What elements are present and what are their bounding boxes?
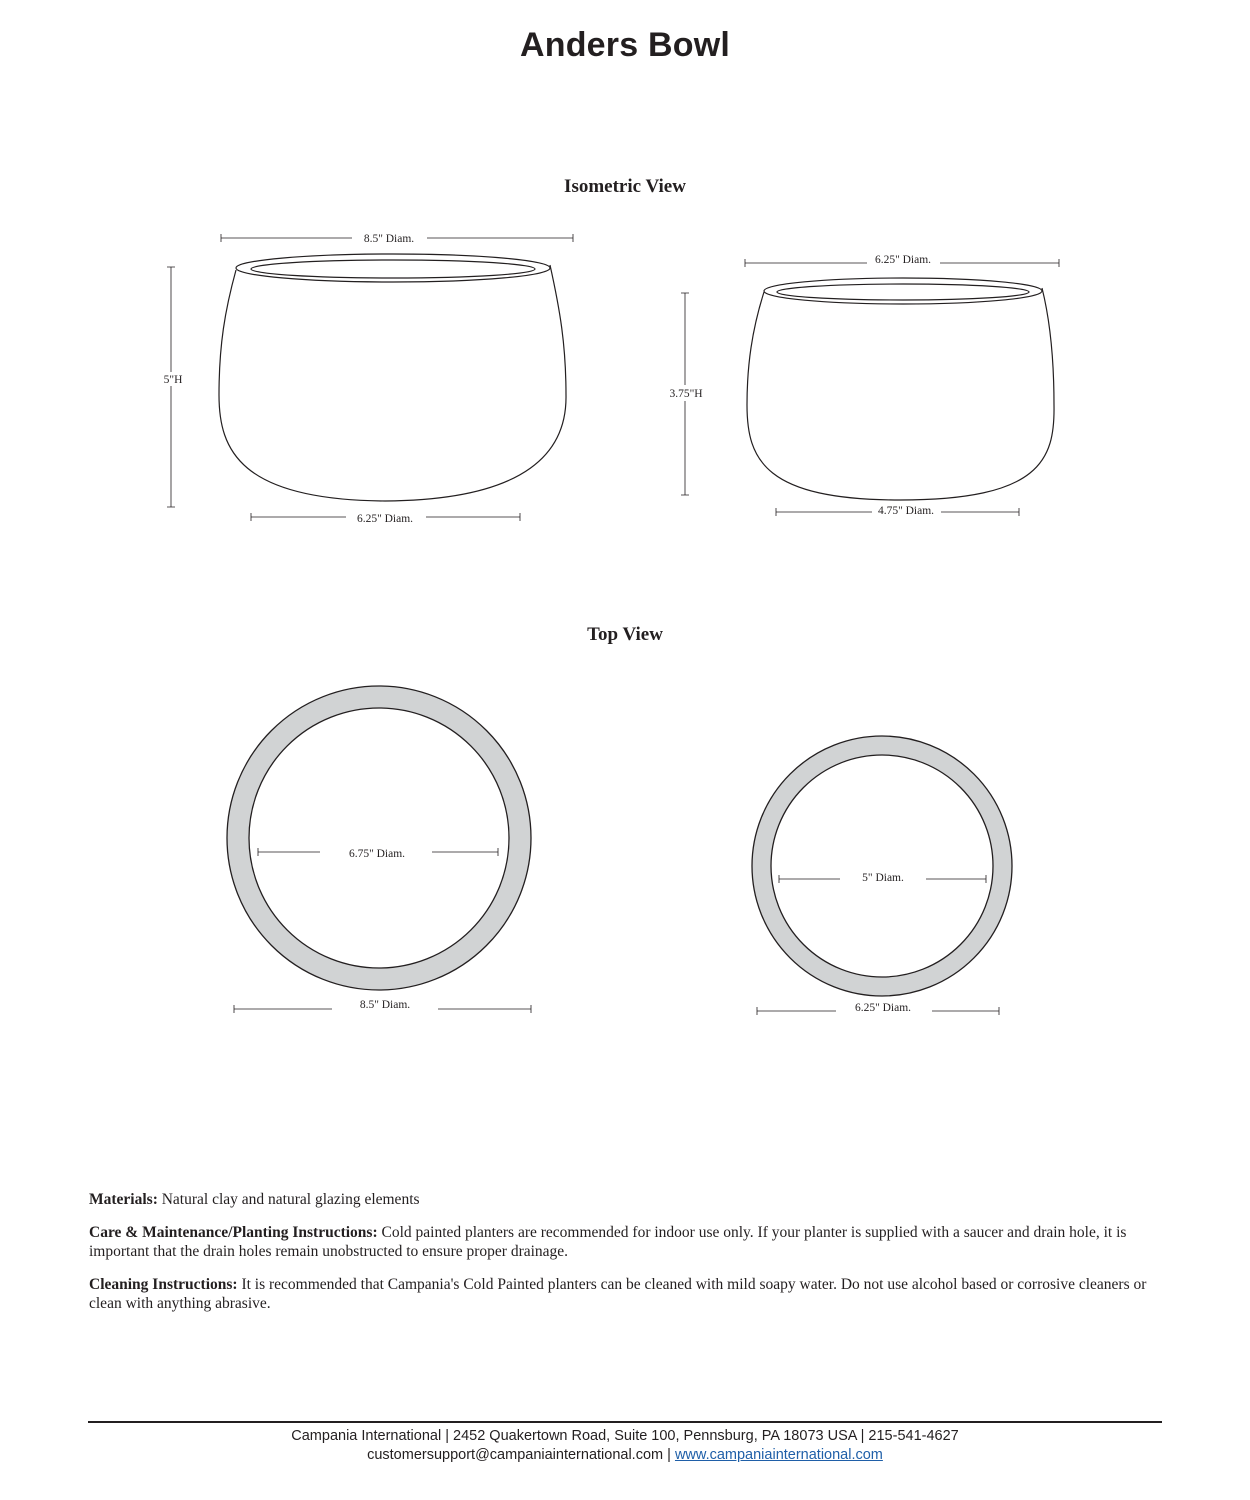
cleaning-note xyxy=(89,1275,1164,1313)
footer-email[interactable]: customersupport@campaniainternational.com xyxy=(367,1447,664,1463)
large-top-inner-diam-label: 6.75" Diam. xyxy=(348,848,406,860)
cleaning-text: It is recommended that Campania's Cold Painted planters can be cleaned with mild soapy water. Do not use alcohol based or corrosive cleaners or clean with anything abrasive. xyxy=(89,1276,1147,1312)
care-text: Cold painted planters are recommended for indoor use only. If your planter is supplied with a saucer and drain hole, it is important that the drain holes remain unobstructed to ensure proper drainage. xyxy=(89,1224,1127,1260)
large-iso-height-label: 5"H xyxy=(163,374,183,386)
cleaning-label: Cleaning Instructions: xyxy=(89,1276,238,1293)
small-bowl-isometric xyxy=(747,278,1054,500)
product-notes xyxy=(89,1190,1164,1327)
large-top-outer-diam-label: 8.5" Diam. xyxy=(359,999,411,1011)
materials-note xyxy=(89,1190,1164,1209)
care-note xyxy=(89,1223,1164,1261)
small-bowl-body xyxy=(747,288,1054,500)
materials-label: Materials: xyxy=(89,1191,158,1208)
small-top-inner-diam-label: 5" Diam. xyxy=(862,872,904,884)
top-view-heading: Top View xyxy=(587,624,663,645)
footer-divider xyxy=(88,1421,1162,1423)
large-top-inner-ring xyxy=(249,708,509,968)
footer-contact xyxy=(0,1446,1250,1465)
footer-address: Campania International | 2452 Quakertown Road, Suite 100, Pennsburg, PA 18073 USA | 215-541-4627 xyxy=(291,1428,959,1444)
large-bowl-isometric xyxy=(219,254,566,501)
small-top-inner-ring xyxy=(771,755,993,977)
care-label: Care & Maintenance/Planting Instructions: xyxy=(89,1224,378,1241)
isometric-view-heading: Isometric View xyxy=(564,176,686,197)
large-iso-base-diam-label: 6.25" Diam. xyxy=(356,513,414,525)
footer-separator: | xyxy=(667,1447,671,1463)
large-iso-top-diam-label: 8.5" Diam. xyxy=(363,233,415,245)
small-top-outer-diam-label: 6.25" Diam. xyxy=(854,1002,912,1014)
small-iso-height-label: 3.75"H xyxy=(669,388,703,400)
dim-line-large-height xyxy=(167,267,175,507)
large-bowl-body xyxy=(219,265,566,501)
small-bowl-rim-inner xyxy=(777,284,1029,300)
footer xyxy=(0,1427,1250,1465)
small-iso-base-diam-label: 4.75" Diam. xyxy=(877,505,935,517)
materials-text: Natural clay and natural glazing elements xyxy=(161,1191,420,1208)
large-bowl-rim-inner xyxy=(251,260,535,278)
footer-website-link[interactable]: www.campaniainternational.com xyxy=(674,1447,883,1463)
small-iso-top-diam-label: 6.25" Diam. xyxy=(874,254,932,266)
page-title: Anders Bowl xyxy=(519,26,730,64)
